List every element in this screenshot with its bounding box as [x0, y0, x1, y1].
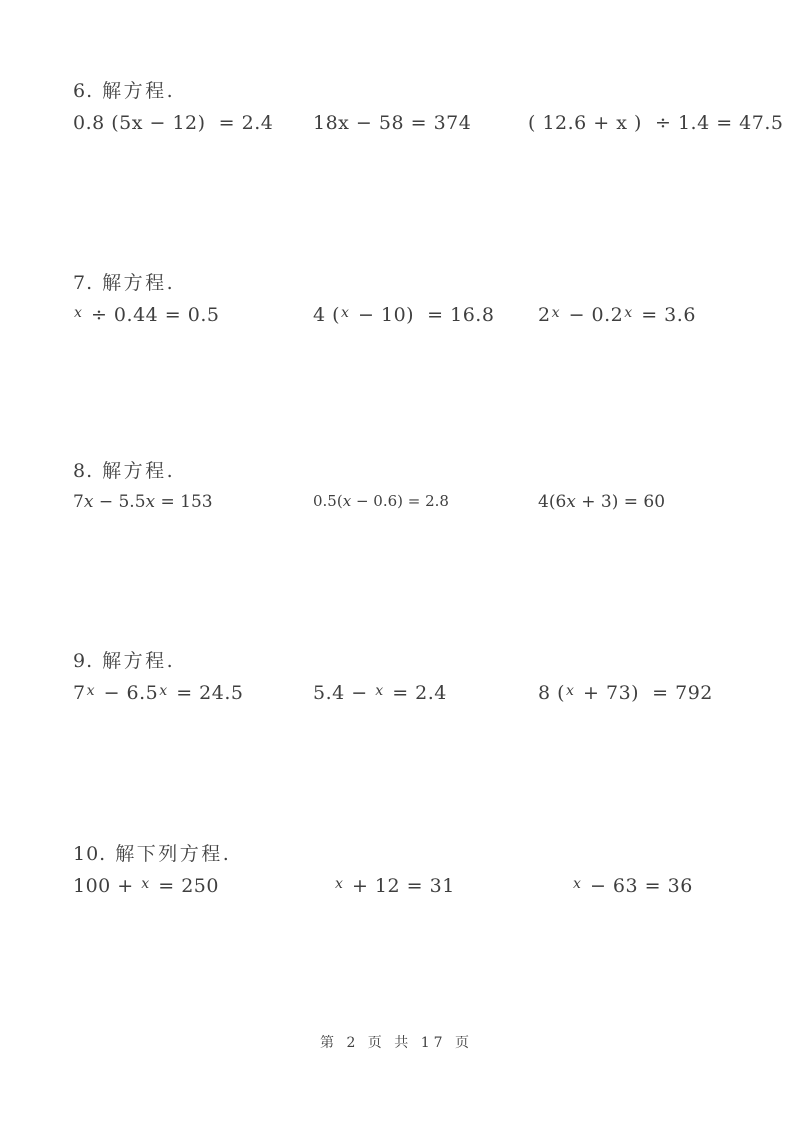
- problem-number: 10.: [73, 843, 107, 865]
- equation: $^x$ ÷ 0.44 = 0.5: [74, 304, 220, 326]
- equation: 100 + $^x$ = 250: [73, 875, 219, 897]
- problem-number: 8.: [73, 460, 94, 482]
- equation: 7x − 5.5x = 153: [73, 492, 213, 512]
- equation: 18x − 58 = 374: [313, 112, 472, 134]
- equation: $2^x - 0.2^x = 3.6$: [538, 304, 696, 326]
- problem-10-heading: [73, 839, 231, 866]
- equation: 5.4 − $^x$ = 2.4: [313, 682, 447, 704]
- problem-9-heading: [73, 646, 175, 673]
- problem-10-equations: [0, 875, 793, 903]
- problem-8-heading: [73, 456, 175, 483]
- equation: 0.8 (5x − 12) = 2.4: [73, 112, 274, 134]
- problem-number: 7.: [73, 272, 94, 294]
- problem-title: 解方程.: [102, 272, 176, 294]
- page-number-footer: 第 2 页 共 17 页: [320, 1035, 473, 1051]
- problem-title: 解下列方程.: [115, 843, 232, 865]
- problem-7-heading: [73, 268, 175, 295]
- problem-7-equations: [0, 304, 793, 332]
- problem-title: 解方程.: [102, 460, 176, 482]
- problem-title: 解方程.: [102, 650, 176, 672]
- problem-8-equations: [0, 492, 793, 520]
- equation: 4 ($^x$ − 10) = 16.8: [313, 304, 495, 326]
- problem-6-equations: [0, 112, 793, 140]
- equation: $7^x - 6.5^x = 24.5$: [73, 682, 244, 704]
- equation: 8 ($^x$ + 73) = 792: [538, 682, 713, 704]
- problem-number: 9.: [73, 650, 94, 672]
- problem-6-heading: [73, 76, 175, 103]
- problem-title: 解方程.: [102, 80, 176, 102]
- equation: 0.5(x − 0.6) = 2.8: [313, 492, 449, 510]
- problem-number: 6.: [73, 80, 94, 102]
- equation: 4(6x + 3) = 60: [538, 492, 666, 512]
- equation: $^x$ + 12 = 31: [335, 875, 455, 897]
- equation: ( 12.6 + x ) ÷ 1.4 = 47.5: [528, 112, 784, 134]
- problem-9-equations: [0, 682, 793, 710]
- equation: $^x$ − 63 = 36: [573, 875, 693, 897]
